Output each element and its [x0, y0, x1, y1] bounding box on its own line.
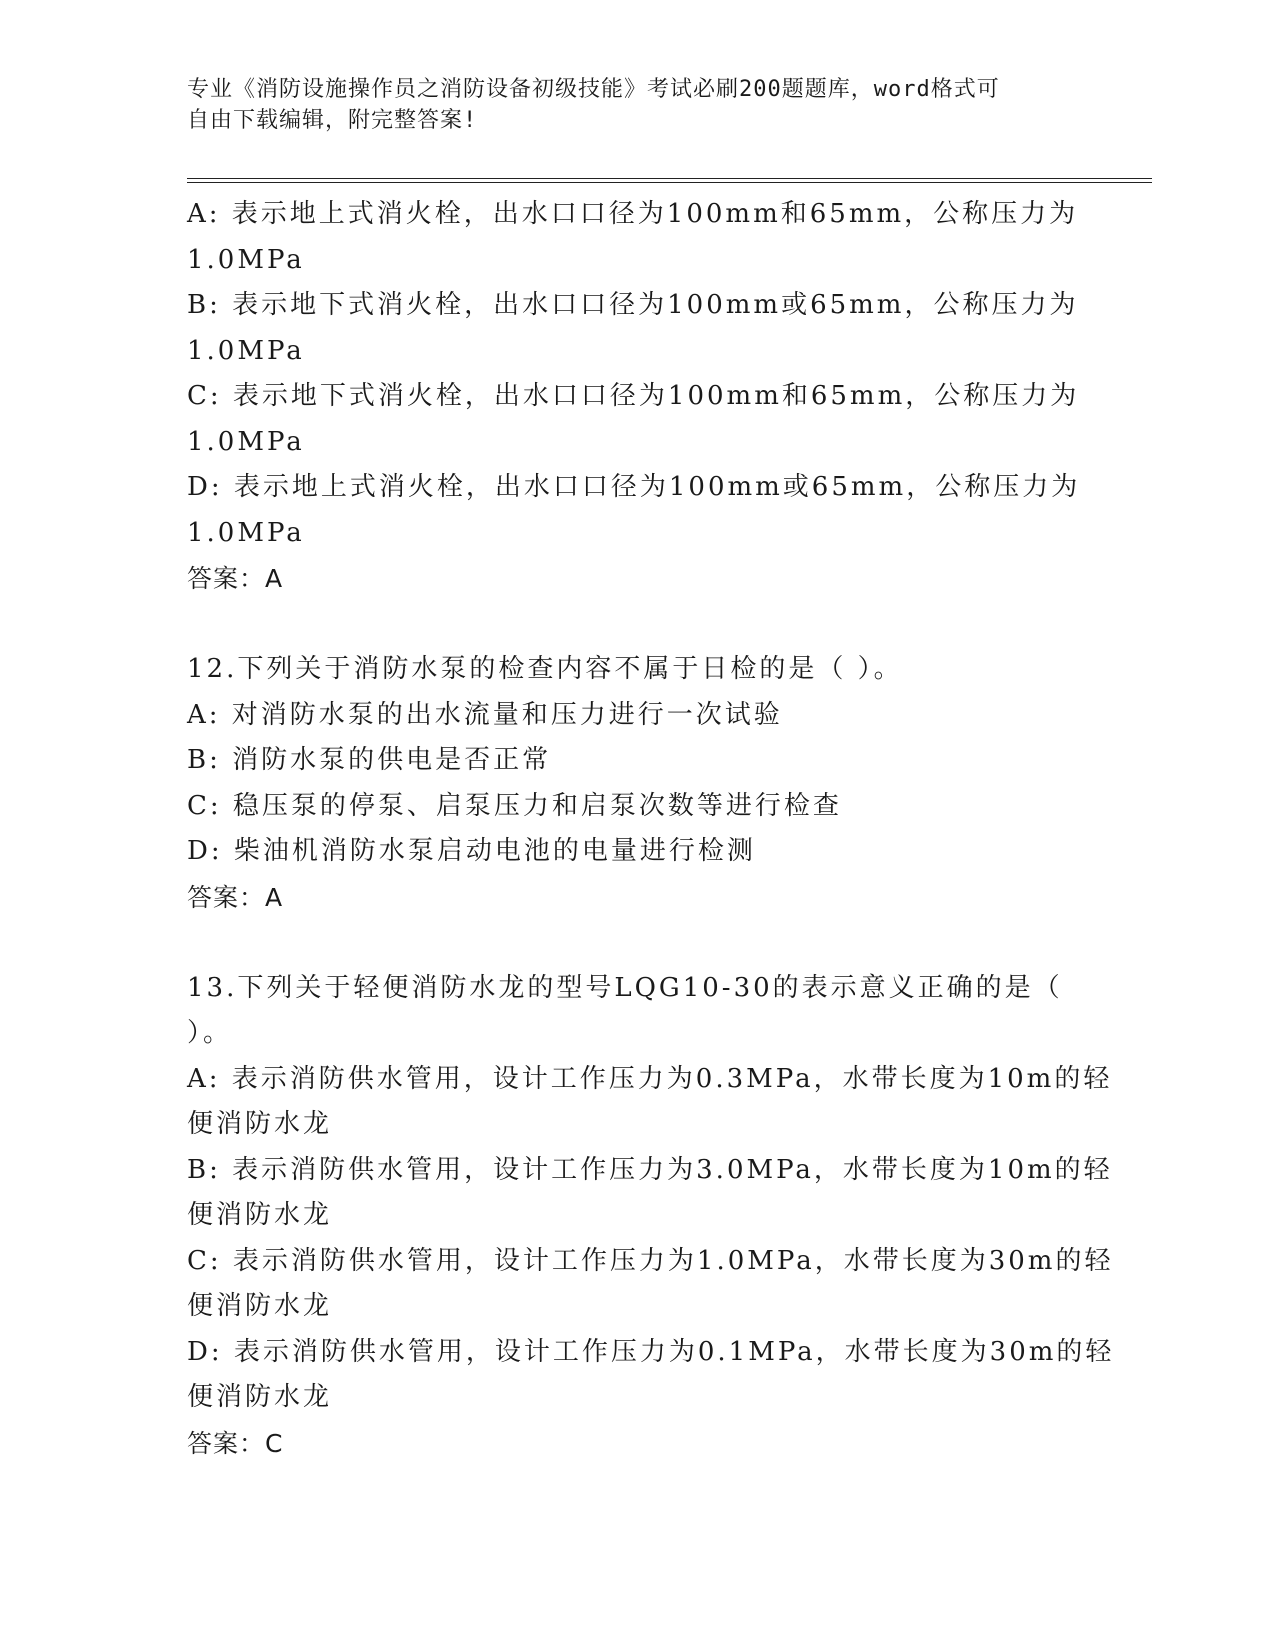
header-divider	[187, 178, 1152, 183]
question-12-stem: 12.下列关于消防水泵的检查内容不属于日检的是（ ）。	[187, 654, 903, 684]
option-b: B: 消防水泵的供电是否正常	[187, 745, 552, 775]
question-11-options	[187, 192, 1087, 602]
option-d-line-2: 1.0MPa	[187, 517, 305, 548]
header-line-1: 专业《消防设施操作员之消防设备初级技能》考试必刷200题题库，word格式可	[187, 77, 1000, 102]
option-a-line-2: 1.0MPa	[187, 244, 305, 275]
option-d-line-1: D: 表示地上式消火栓，出水口口径为100mm或65mm，公称压力为	[187, 472, 1081, 502]
question-13-stem-line-2: ）。	[187, 1018, 233, 1048]
answer-12: 答案：A	[187, 882, 284, 912]
question-content	[187, 192, 1115, 1466]
answer-11: 答案：A	[187, 564, 284, 593]
option-c-line-1: C: 表示消防供水管用，设计工作压力为1.0MPa，水带长度为30m的轻	[187, 1245, 1114, 1276]
option-a-line-2: 便消防水龙	[187, 1109, 333, 1139]
document-header	[187, 74, 1067, 136]
option-b-line-2: 便消防水龙	[187, 1200, 333, 1230]
spacer	[187, 602, 1087, 648]
option-b-line-1: B: 表示地下式消火栓，出水口口径为100mm或65mm，公称压力为	[187, 290, 1079, 320]
option-c-line-2: 便消防水龙	[187, 1291, 333, 1321]
option-c-line-1: C: 表示地下式消火栓，出水口口径为100mm和65mm，公称压力为	[187, 381, 1080, 411]
option-a-line-1: A: 表示地上式消火栓，出水口口径为100mm和65mm，公称压力为	[187, 199, 1079, 229]
option-a: A: 对消防水泵的出水流量和压力进行一次试验	[187, 699, 783, 730]
question-13-stem-line-1: 13.下列关于轻便消防水龙的型号LQG10-30的表示意义正确的是（	[187, 972, 1063, 1003]
question-13	[187, 966, 1115, 1467]
question-12	[187, 647, 1087, 920]
option-d-line-1: D: 表示消防供水管用，设计工作压力为0.1MPa，水带长度为30m的轻	[187, 1336, 1115, 1367]
answer-13: 答案：C	[187, 1428, 284, 1458]
option-b-line-2: 1.0MPa	[187, 335, 305, 366]
option-a-line-1: A: 表示消防供水管用，设计工作压力为0.3MPa，水带长度为10m的轻	[187, 1063, 1113, 1094]
option-c: C: 稳压泵的停泵、启泵压力和启泵次数等进行检查	[187, 790, 842, 821]
option-b-line-1: B: 表示消防供水管用，设计工作压力为3.0MPa，水带长度为10m的轻	[187, 1154, 1113, 1185]
option-c-line-2: 1.0MPa	[187, 426, 305, 457]
header-line-2: 自由下载编辑，附完整答案!	[187, 108, 478, 133]
option-d-line-2: 便消防水龙	[187, 1382, 333, 1412]
spacer	[187, 920, 1087, 966]
option-d: D: 柴油机消防水泵启动电池的电量进行检测	[187, 836, 756, 866]
